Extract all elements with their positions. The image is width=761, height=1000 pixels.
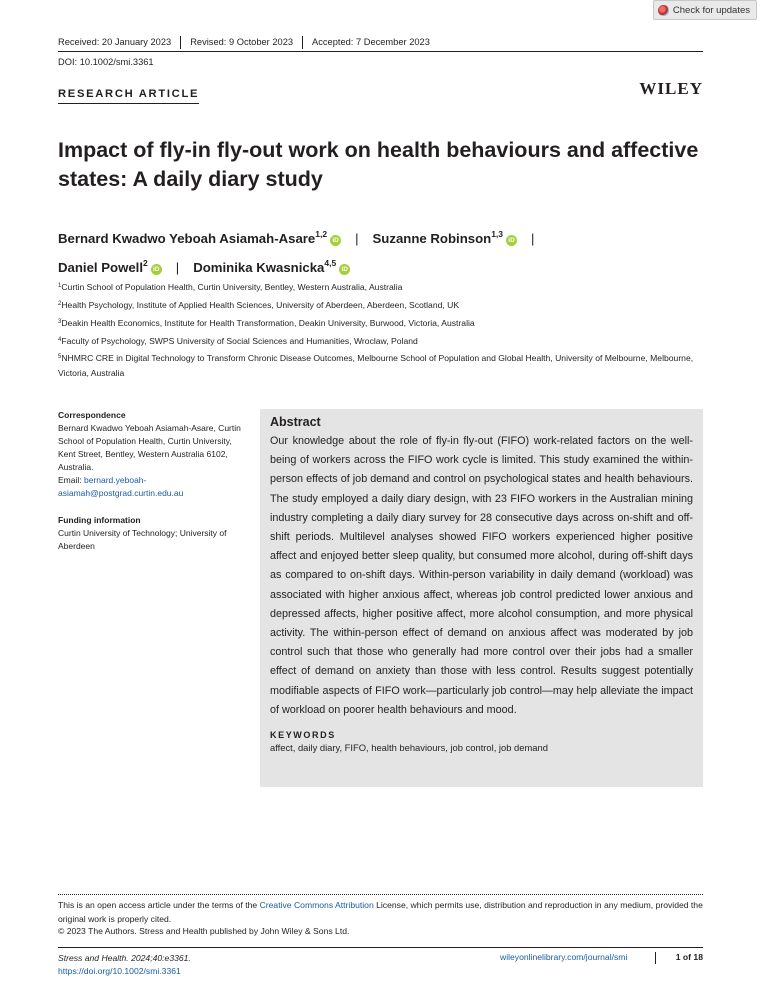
affiliation-number: 5 (58, 354, 62, 360)
orcid-icon[interactable]: iD (330, 235, 341, 246)
correspondence-text: Bernard Kwadwo Yeboah Asiamah-Asare, Curtin School of Population Health, Curtin University, Kent Street, Bentley, Western Australia 6102, Australia. (58, 423, 241, 472)
keywords-text: affect, daily diary, FIFO, health behaviours, job control, job demand (270, 742, 548, 754)
check-for-updates-button[interactable] (653, 0, 757, 20)
affiliation (58, 315, 703, 331)
correspondence-email (58, 474, 248, 500)
author-name: Daniel Powell (58, 260, 144, 275)
affiliation-number: 3 (58, 319, 62, 325)
affiliation-text: Health Psychology, Institute of Applied Health Sciences, University of Aberdeen, Aberdeen, Scotland, UK (61, 300, 460, 310)
author-separator: | (175, 260, 180, 275)
accepted-date: Accepted: 7 December 2023 (302, 36, 439, 49)
journal-ref: Stress and Health. 2024;40:e3361. (58, 953, 191, 963)
author-affiliation: 4,5 (324, 258, 337, 268)
affiliation (58, 333, 703, 349)
funding-heading: Funding information (58, 515, 141, 525)
author-name: Bernard Kwadwo Yeboah Asiamah-Asare (58, 231, 316, 246)
crossmark-icon (658, 5, 669, 16)
footer-dotted-rule (58, 894, 703, 895)
orcid-icon[interactable]: iD (151, 264, 162, 275)
author-list (58, 222, 708, 280)
journal-doi-link[interactable]: https://doi.org/10.1002/smi.3361 (58, 966, 181, 976)
orcid-icon[interactable]: iD (506, 235, 517, 246)
abstract-heading: Abstract (270, 415, 321, 429)
author-affiliation: 1,2 (315, 229, 328, 239)
abstract-panel (260, 409, 703, 787)
author-name: Suzanne Robinson (372, 231, 492, 246)
affiliation-text: NHMRC CRE in Digital Technology to Transform Chronic Disease Outcomes, Melbourne School of Population and Global Health, University of Melbourne, Melbourne, Victoria, Australia (58, 353, 694, 378)
affiliation-number: 1 (58, 283, 62, 289)
article-title: Impact of fly-in fly-out work on health behaviours and affective states: A daily diary study (58, 138, 699, 191)
funding-text: Curtin University of Technology; University of Aberdeen (58, 528, 227, 551)
orcid-icon[interactable]: iD (339, 264, 350, 275)
revised-date: Revised: 9 October 2023 (180, 36, 302, 49)
footer-rule (58, 947, 703, 948)
author-affiliation: 2 (143, 258, 148, 268)
keywords-heading: KEYWORDS (270, 730, 336, 741)
email-label: Email: (58, 475, 84, 485)
license-text-pre: This is an open access article under the terms of the (58, 900, 260, 910)
affiliation-number: 2 (58, 301, 62, 307)
received-date: Received: 20 January 2023 (58, 37, 172, 47)
affiliation-text: Deakin Health Economics, Institute for Health Transformation, Deakin University, Burwood, Victoria, Australia (61, 318, 475, 328)
author-separator: | (531, 231, 535, 246)
header-rule (58, 51, 703, 52)
license-notice (58, 898, 703, 926)
copyright: © 2023 The Authors. Stress and Health published by John Wiley & Sons Ltd. (58, 926, 350, 936)
article-type: RESEARCH ARTICLE (58, 88, 199, 104)
abstract-text: Our knowledge about the role of fly-in fly-out (FIFO) work-related factors on the well-being of workers across the FIFO work cycle is limited. This study examined the within-person effects of job demand and control on psychological states and health behaviours. The study employed a daily diary design, with 23 FIFO workers in the Australian mining industry completing a daily diary survey for 28 consecutive days across on-shift and off-shift periods. Multilevel analyses showed FIFO workers experienced higher positive affect and enjoyed better sleep quality, but consumed more alcohol, during off-shift days as compared to on-shift days. Within-person variability in daily demand (workload) was associated with higher anxious affect, whereas job control predicted lower anxious and depressed affects, higher positive affect, more alcohol consumption, and more physical activity. The within-person effect of demand on anxious affect was moderated by job control such that those who generally had more control over their jobs had a smaller effect of demand on anxiety than those with less control. Results suggest potentially modifiable aspects of FIFO work—particularly job control—may help alleviate the impact of workload on poorer health behaviours and mood. (270, 435, 693, 716)
author (193, 260, 350, 275)
email-link[interactable]: bernard.yeboah-asiamah@postgrad.curtin.edu.au (58, 475, 184, 498)
affiliation (58, 297, 703, 313)
affiliation-text: Faculty of Psychology, SWPS University of Social Sciences and Humanities, Wroclaw, Poland (61, 336, 418, 346)
article-dates (58, 36, 439, 49)
author-separator: | (355, 231, 359, 246)
publisher-logo: WILEY (639, 79, 703, 98)
journal-site-link[interactable]: wileyonlinelibrary.com/journal/smi (500, 952, 628, 962)
doi: DOI: 10.1002/smi.3361 (58, 57, 154, 67)
article-sidebar (58, 409, 248, 553)
author-name: Dominika Kwasnicka (193, 260, 325, 275)
check-for-updates-label: Check for updates (672, 4, 750, 16)
page-separator (655, 952, 656, 964)
author-affiliation: 1,3 (491, 229, 504, 239)
author (58, 231, 341, 246)
license-text-post: License, which permits use, distribution and reproduction in any medium, provided the original work is properly cited. (58, 900, 703, 924)
page-number: 1 of 18 (675, 952, 703, 962)
journal-citation (58, 952, 191, 978)
affiliation (58, 279, 703, 295)
author (373, 231, 518, 246)
author (58, 260, 162, 275)
license-link[interactable]: Creative Commons Attribution (259, 900, 374, 910)
correspondence-heading: Correspondence (58, 410, 126, 420)
affiliation (58, 350, 703, 380)
affiliation-text: Curtin School of Population Health, Curtin University, Bentley, Western Australia, Australia (61, 282, 403, 292)
affiliation-number: 4 (58, 337, 62, 343)
